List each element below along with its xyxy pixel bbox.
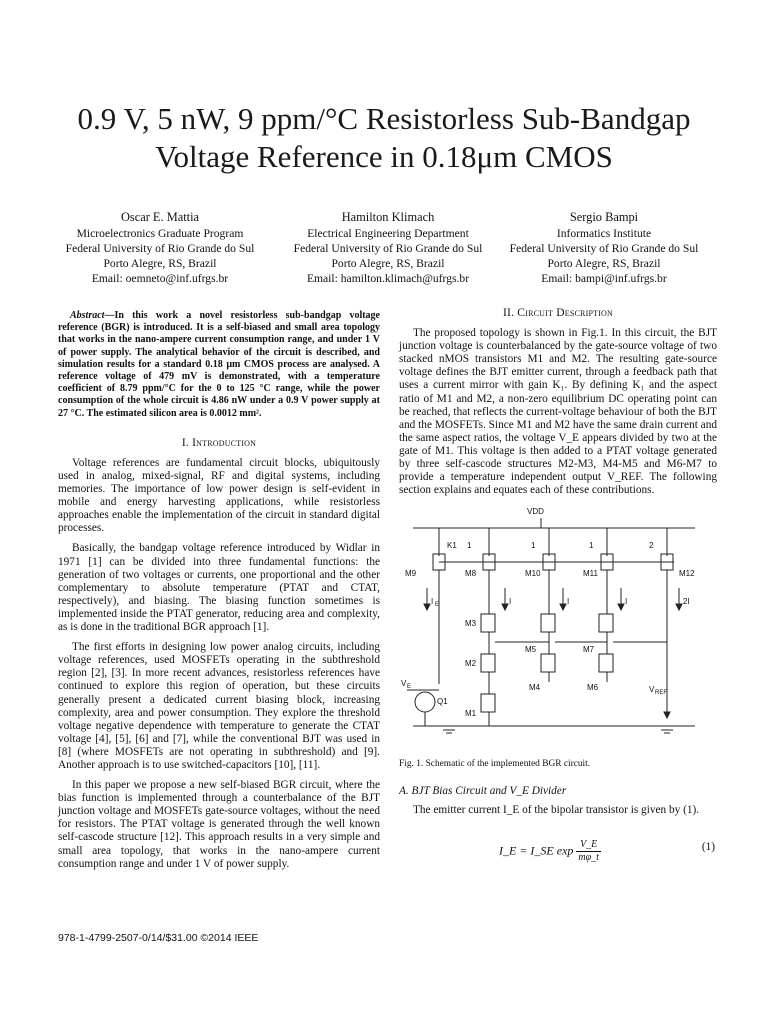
author-city: Porto Alegre, RS, Brazil — [331, 257, 445, 270]
intro-paragraph: In this paper we propose a new self-biased BGR circuit, where the bias function is implemented through a counterbalance of the BJT junction voltage and MOSFETs gate-source voltages, without the need for resistors. The PTAT voltage is generated through the well known self-cascode structure [12]. This approach results in a very simple and small area topology, that works in the nano-ampere current consumption range and under 1 V of power supply. — [58, 779, 380, 870]
paper-title — [40, 100, 728, 176]
author-univ: Federal University of Rio Grande do Sul — [65, 242, 255, 255]
label-m6: M6 — [587, 683, 599, 693]
label-q1: Q1 — [437, 697, 448, 707]
title-line-1: 0.9 V, 5 nW, 9 ppm/°C Resistorless Sub-Bandgap — [77, 101, 691, 136]
abstract-lead: Abstract — [70, 310, 105, 321]
left-column — [58, 306, 380, 878]
abstract-text: —In this work a novel resistorless sub-bandgap voltage reference (BGR) is introduced. It is a self-biased and small area topology that works in the nano-ampere current consumption range, and under 1 V of power supply. The analytical behavior of the circuit is described, and simulation results for a standard 0.18 μm CMOS process are analysed. A reference voltage of 479 mV is demonstrated, with a temperature coefficient of 8.79 ppm/°C for the 0 to 125 °C range, while the power consumption of the whole circuit is 4.86 nW under a 0.9 V power supply at 27 °C. The estimated silicon area is 0.0012 mm². — [58, 310, 380, 419]
label-ve: V — [401, 679, 407, 689]
label-m2: M2 — [465, 659, 477, 669]
author-1 — [40, 210, 280, 286]
section-heading-introduction: I. Introduction — [181, 435, 257, 449]
author-name: Hamilton Klimach — [341, 210, 435, 224]
author-univ: Federal University of Rio Grande do Sul — [509, 242, 699, 255]
intro-paragraph: Basically, the bandgap voltage reference introduced by Widlar in 1971 [1] can be divided into three fundamental functions: the generation of two voltages or currents, one proportional and the other complementary to absolute temperature (PTAT and CTAT, respectively), and biasing. The biasing function sometimes is implemented inside the PTAT generator, reducing area and complexity, as is done in the traditional BGR approach [1]. — [58, 542, 380, 634]
subsection-heading: A. BJT Bias Circuit and V_E Divider — [399, 785, 567, 798]
label-m3: M3 — [465, 619, 477, 629]
label-m1: M1 — [465, 709, 477, 719]
label-2i: 2I — [683, 597, 690, 607]
label-vref-sub: REF — [655, 690, 667, 697]
author-2 — [268, 210, 508, 286]
author-email: Email: bampi@inf.ufrgs.br — [541, 272, 667, 285]
equation-1 — [399, 831, 717, 871]
label-m5: M5 — [525, 645, 537, 655]
abstract — [58, 310, 380, 420]
figure-caption: Fig. 1. Schematic of the implemented BGR circuit. — [399, 759, 591, 770]
title-line-2: Voltage Reference in 0.18μm CMOS — [155, 139, 613, 174]
equation-numerator: V_E — [576, 839, 601, 852]
equation-lhs: I_E = I_SE exp — [499, 842, 574, 857]
label-vref: V — [649, 685, 655, 695]
author-name: Oscar E. Mattia — [120, 210, 200, 224]
label-ratio-1: 1 — [531, 541, 536, 551]
label-vdd: VDD — [527, 507, 544, 517]
equation-number: (1) — [701, 840, 715, 853]
bgr-schematic — [399, 504, 717, 754]
copyright-footer: 978-1-4799-2507-0/14/$31.00 ©2014 IEEE — [58, 932, 259, 944]
label-m12: M12 — [679, 569, 695, 579]
label-i: I — [625, 597, 628, 607]
label-k1: K1 — [447, 541, 457, 551]
label-m8: M8 — [465, 569, 477, 579]
label-i: I — [567, 597, 570, 607]
author-email: Email: hamilton.klimach@ufrgs.br — [306, 272, 470, 285]
intro-paragraph: The first efforts in designing low power analog circuits, including voltage references, used MOSFETs operating in the subthreshold region [2], [3]. In more recent advances, resistorless references have continued to explore this region of operation, but these circuits generally present a dedicated current biasing block, increasing complexity, area and power consumption. They explore the threshold voltage negative dependence with temperature to generate the CTAT voltage [4], [5], [6] and [7], while the conventional BJT was used in [8] (where MOSFETs are not operating in subthreshold) and [9]. Another approach is to use switched-capacitors [10], [11]. — [58, 641, 380, 771]
author-3 — [484, 210, 724, 286]
label-ratio-2: 2 — [649, 541, 654, 551]
author-dept: Informatics Institute — [556, 227, 652, 240]
subsection-paragraph: The emitter current I_E of the bipolar transistor is given by (1). — [413, 803, 700, 816]
schematic-figure — [399, 504, 717, 754]
equation-body — [499, 839, 601, 864]
label-m4: M4 — [529, 683, 541, 693]
author-city: Porto Alegre, RS, Brazil — [547, 257, 661, 270]
equation-denominator: mφ_t — [578, 851, 599, 863]
label-ratio-1: 1 — [467, 541, 472, 551]
label-ratio-1: 1 — [589, 541, 594, 551]
label-ve-sub: E — [407, 684, 412, 691]
author-univ: Federal University of Rio Grande do Sul — [293, 242, 483, 255]
label-m11: M11 — [583, 569, 598, 579]
equation-fraction — [576, 839, 601, 864]
label-m9: M9 — [405, 569, 417, 579]
label-ie-sub: E — [435, 602, 440, 609]
label-m10: M10 — [525, 569, 541, 579]
author-name: Sergio Bampi — [569, 210, 639, 224]
author-email: Email: oemneto@inf.ufrgs.br — [91, 272, 229, 285]
circuit-paragraph: The proposed topology is shown in Fig.1. In this circuit, the BJT junction voltage is counterbalanced by the gate-source voltage of two stacked nMOS transistors M1 and M2. The resulting gate-source voltage defines the BJT emitter current, through a feedback path that uses a current mirror with gain K₁. By defining K₁ and the aspect ratio of M1 and M2, a non-zero equilibrium DC operating point can be reached, that reflects the current-voltage behaviour of both the BJT and the MOSFETs. Since M1 and M2 have the same drain current and the same aspect ratios, the voltage V_E appears divided by two at the gate of M1. This voltage is then added to a PTAT voltage generated by three self-cascode structures M2-M3, M4-M5 and M6-M7 to provide a temperature independent output V_REF. The following section explains and equates each of these contributions. — [399, 327, 717, 497]
section-heading-circuit: II. Circuit Description — [502, 306, 613, 319]
right-column — [399, 306, 717, 871]
label-ie: I — [431, 597, 434, 607]
author-city: Porto Alegre, RS, Brazil — [103, 257, 217, 270]
intro-paragraph: Voltage references are fundamental circuit blocks, ubiquitously used in analog, mixed-signal, RF and digital systems, including memories. The importance of low power design is self-evident in mobile and energy harvesting applications, while resistorless approaches enable the implementation of the circuit in standard digital processes. — [58, 456, 380, 535]
author-dept: Electrical Engineering Department — [307, 227, 469, 240]
label-m7: M7 — [583, 645, 595, 655]
label-i: I — [509, 597, 512, 607]
author-block — [0, 210, 768, 290]
author-dept: Microelectronics Graduate Program — [76, 227, 244, 240]
